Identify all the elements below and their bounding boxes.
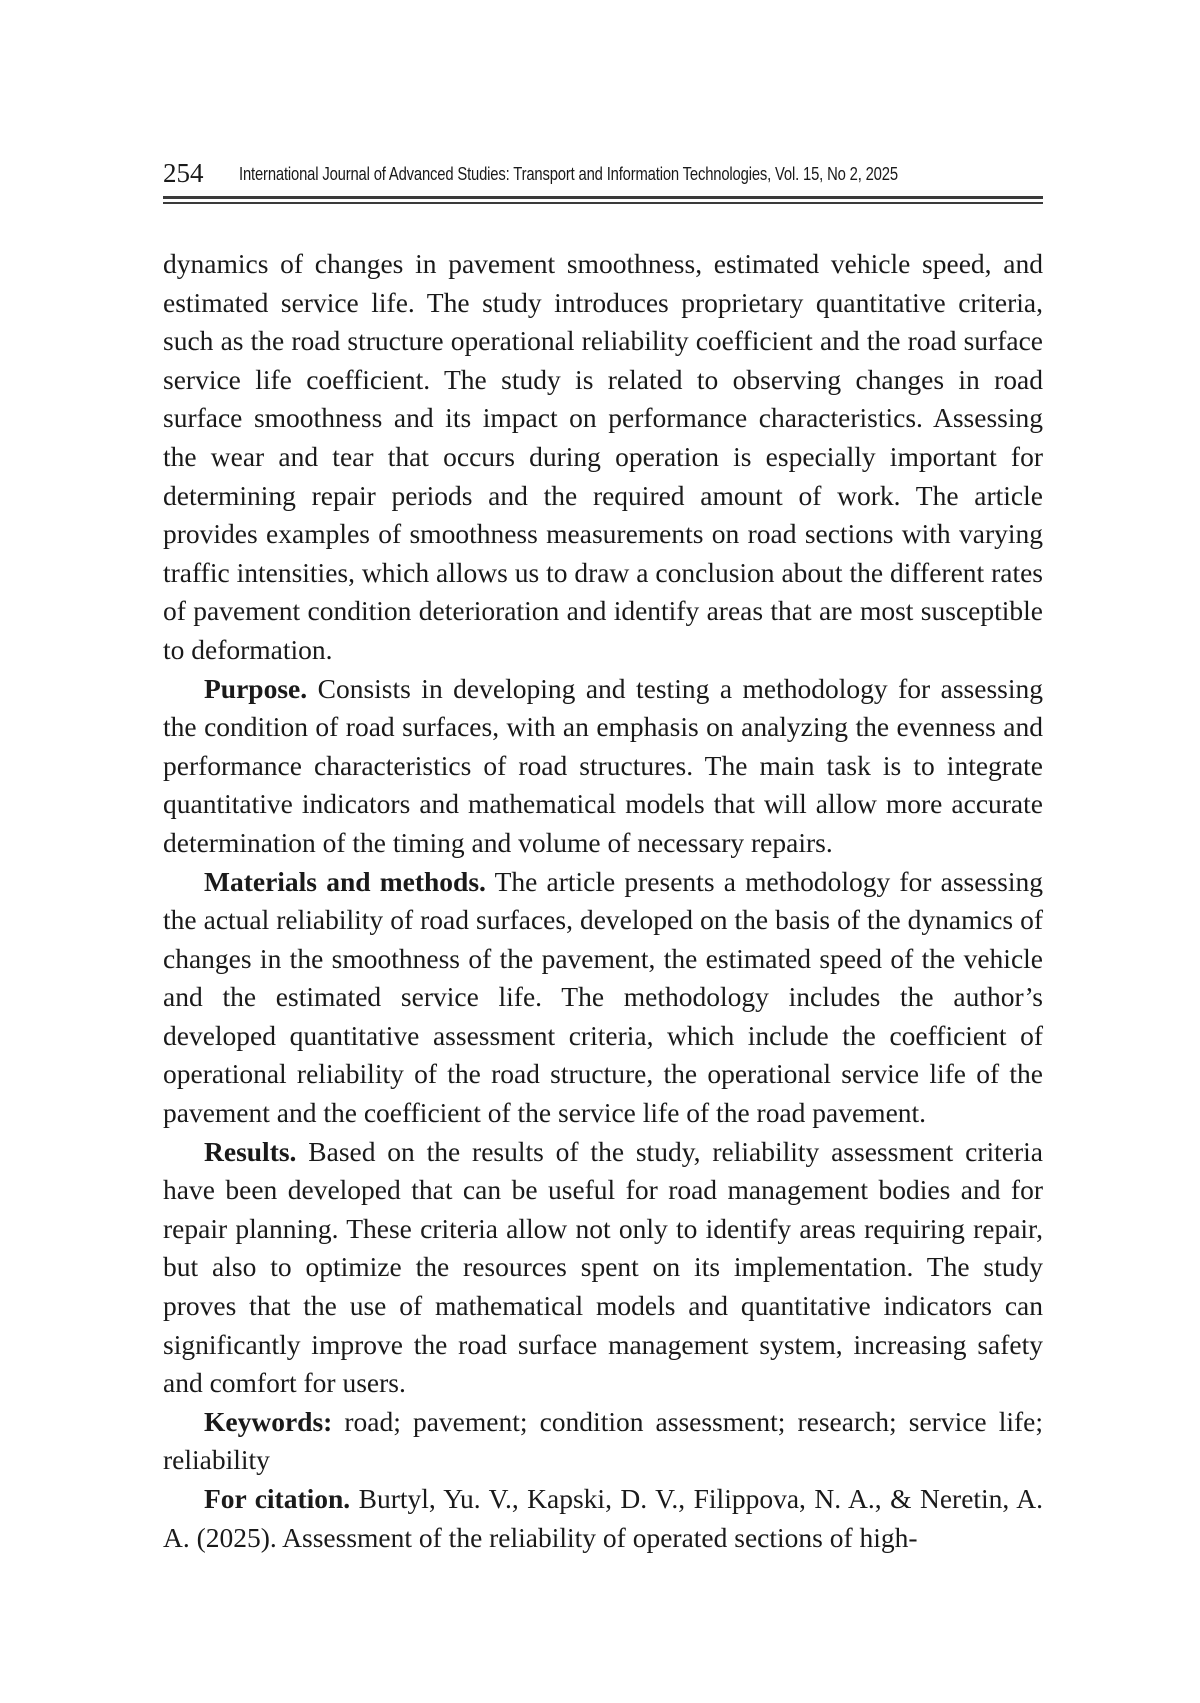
header-rule-thick	[163, 196, 1043, 199]
materials-label: Materials and methods.	[204, 865, 486, 897]
keywords-paragraph	[163, 1403, 1043, 1480]
citation-label: For citation.	[204, 1483, 351, 1514]
keywords-label: Keywords:	[204, 1405, 333, 1437]
keywords-text: road; pavement; condition assessment; research; service life; reliability	[163, 1405, 1043, 1476]
header-rule-thin	[163, 202, 1043, 204]
citation-text: Burtyl, Yu. V., Kapski, D. V., Filippova, N. A., & Neretin, A. A. (2025). Assessment of the reliability of operated sections of high-	[163, 1483, 1043, 1553]
results-text: Based on the results of the study, reliability assessment criteria have been developed that can be useful for road management bodies and for repair planning. These criteria allow not only to identify areas requiring repair, but also to optimize the resources spent on its implementation. The study proves that the use of mathematical models and quantitative indicators can significantly improve the road surface management system, increasing safety and comfort for users.	[163, 1135, 1043, 1399]
purpose-text: Consists in developing and testing a methodology for assessing the condition of road surfaces, with an emphasis on analyzing the evenness and performance characteristics of road structures. The main task is to integrate quantitative indicators and mathematical models that will allow more accurate determination of the timing and volume of necessary repairs.	[163, 672, 1043, 858]
results-label: Results.	[204, 1135, 297, 1167]
materials-text: The article presents a methodology for assessing the actual reliability of road surfaces, developed on the basis of the dynamics of changes in the smoothness of the pavement, the estimated speed of the vehicle and the estimated service life. The methodology includes the author’s developed quantitative assessment criteria, which include the coefficient of operational reliability of the road structure, the operational service life of the pavement and the coefficient of the service life of the road pavement.	[163, 865, 1043, 1129]
page-header	[163, 158, 1043, 198]
purpose-paragraph	[163, 670, 1043, 863]
intro-paragraph: dynamics of changes in pavement smoothness, estimated vehicle speed, and estimated service life. The study introduces proprietary quantitative criteria, such as the road structure operational reliability coefficient and the road surface service life coefficient. The study is related to observing changes in road surface smoothness and its impact on performance characteristics. Assessing the wear and tear that occurs during operation is especially important for determining repair periods and the required amount of work. The article provides examples of smoothness measurements on road sections with varying traffic intensities, which allows us to draw a conclusion about the different rates of pavement condition deterioration and identify areas that are most susceptible to deformation.	[163, 248, 1043, 665]
article-body	[163, 245, 1043, 1557]
results-paragraph	[163, 1133, 1043, 1403]
citation-paragraph	[163, 1480, 1043, 1557]
materials-paragraph	[163, 863, 1043, 1133]
purpose-label: Purpose.	[204, 672, 308, 704]
journal-title: International Journal of Advanced Studies: Transport and Information Technologies, Vol. 15, No 2, 2025	[239, 163, 898, 184]
page-number: 254	[163, 158, 204, 188]
